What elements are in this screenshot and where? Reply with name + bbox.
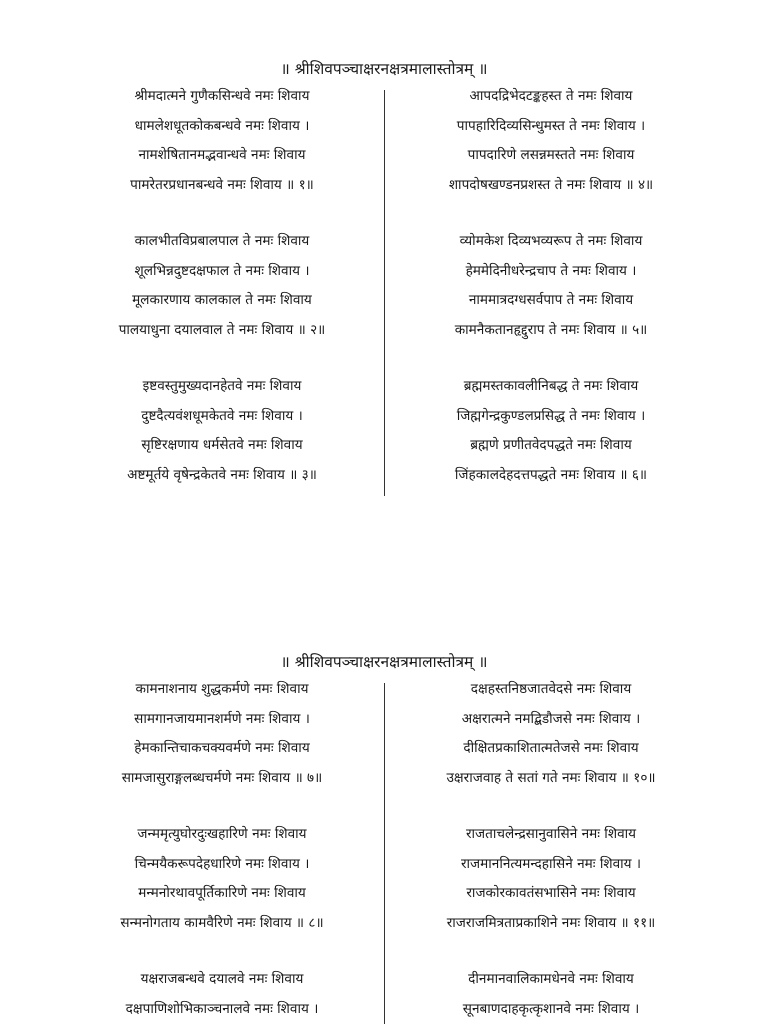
verse-line: जिह्मगेन्द्रकुण्डलप्रसिद्ध ते नमः शिवाय । [456,407,646,424]
verse-line: श्रीमदात्मने गुणैकसिन्धवे नमः शिवाय [134,88,310,104]
verse-line: मूलकारणाय कालकाल ते नमः शिवाय [132,292,312,308]
verse-line: दक्षपाणिशोभिकाञ्चनालवे नमः शिवाय । [125,1000,319,1017]
verse-line: उक्षराजवाह ते सतां गते नमः शिवाय ॥ १०॥ [446,769,656,786]
verse-line: अक्षरात्मने नमद्बिडौजसे नमः शिवाय । [461,710,641,727]
stotra-section-1 [0,56,768,502]
verse-line: राजकोरकावतंसभासिने नमः शिवाय [466,885,636,901]
verse-line: ब्रह्ममस्तकावलीनिबद्ध ते नमः शिवाय [463,378,639,394]
verse-line: राजराजमित्रताप्रकाशिने नमः शिवाय ॥ ११॥ [446,914,656,931]
stotra-title: ॥ श्रीशिवपञ्चाक्षरनक्षत्रमालास्तोत्रम् ॥ [280,653,488,671]
verse-line: यक्षराजबन्धवे दयालवे नमः शिवाय [140,971,304,987]
verse-line: सृष्टिरक्षणाय धर्मसेतवे नमः शिवाय [141,437,303,453]
verse-line: चिन्मयैकरूपदेहधारिणे नमः शिवाय । [134,855,310,872]
verse-line: ब्रह्मणे प्रणीतवेदपद्धते नमः शिवाय [470,437,632,453]
verse-line: पालयाधुना दयालवाल ते नमः शिवाय ॥ २॥ [118,321,326,338]
verse-line: हेमकान्तिचाकचक्यवर्मणे नमः शिवाय [134,740,310,756]
verse-line: हेममेदिनीधरेन्द्रचाप ते नमः शिवाय । [465,262,637,279]
verse-line: पापदारिणे लसन्नमस्तते नमः शिवाय [467,147,635,163]
verse-1 [60,82,384,200]
verse-line: सूनबाणदाहकृत्कृशानवे नमः शिवाय । [462,1000,640,1017]
verse-8 [60,820,384,938]
verse-columns [0,675,768,1024]
verse-line: सामगानजायमानशर्मणे नमः शिवाय । [134,710,310,727]
column-divider [384,683,385,1024]
left-column [60,675,384,1024]
verse-line: व्योमकेश दिव्यभव्यरूप ते नमः शिवाय [459,233,643,249]
column-divider [384,90,385,496]
stotra-title: ॥ श्रीशिवपञ्चाक्षरनक्षत्रमालास्तोत्रम् ॥ [280,60,488,78]
verse-columns [0,82,768,502]
verse-6 [390,372,712,490]
verse-9 [60,965,384,1024]
verse-line: पामरेतरप्रधानबन्धवे नमः शिवाय ॥ १॥ [130,176,314,193]
verse-line: धामलेशधूतकोकबन्धवे नमः शिवाय । [134,117,310,134]
verse-line: दीक्षितप्रकाशितात्मतेजसे नमः शिवाय [463,740,639,756]
verse-line: दुष्टदैत्यवंशधूमकेतवे नमः शिवाय । [141,407,303,424]
verse-line: दीनमानवालिकामधेनवे नमः शिवाय [468,971,634,987]
verse-7 [60,675,384,793]
verse-10 [390,675,712,793]
verse-line: कामनाशनाय शुद्धकर्मणे नमः शिवाय [135,681,309,697]
verse-line: शापदोषखण्डनप्रशस्त ते नमः शिवाय ॥ ४॥ [448,176,654,193]
verse-line: आपदद्रिभेदटङ्कहस्त ते नमः शिवाय [469,88,633,104]
verse-5 [390,227,712,345]
verse-line: सामजासुराङ्गलब्धचर्मणे नमः शिवाय ॥ ७॥ [121,769,323,786]
verse-line: सन्मनोगताय कामवैरिणे नमः शिवाय ॥ ८॥ [120,914,324,931]
verse-line: राजमाननित्यमन्दहासिने नमः शिवाय । [460,855,642,872]
verse-line: मन्मनोरथावपूर्तिकारिणे नमः शिवाय [138,885,306,901]
verse-3 [60,372,384,490]
verse-line: कामनैकतानहृद्दुराप ते नमः शिवाय ॥ ५॥ [454,321,648,338]
right-column [390,82,712,490]
verse-line: कालभीतविप्रबालपाल ते नमः शिवाय [134,233,310,249]
verse-line: नामशेषितानमद्भवान्धवे नमः शिवाय [138,147,306,163]
verse-line: इष्टवस्तुमुख्यदानहेतवे नमः शिवाय [142,378,302,394]
verse-12 [390,965,712,1024]
verse-line: जन्ममृत्युघोरदुःखहारिणे नमः शिवाय [137,826,307,842]
verse-line: शूलभिन्नदुष्टदक्षफाल ते नमः शिवाय । [134,262,310,279]
verse-11 [390,820,712,938]
verse-4 [390,82,712,200]
verse-2 [60,227,384,345]
verse-line: नाममात्रदग्धसर्वपाप ते नमः शिवाय [468,292,634,308]
right-column [390,675,712,1024]
stotra-section-2 [0,649,768,1024]
verse-line: अष्टमूर्तये वृषेन्द्रकेतवे नमः शिवाय ॥ ३॥ [127,466,317,483]
verse-line: दक्षहस्तनिष्ठजातवेदसे नमः शिवाय [470,681,632,697]
verse-line: पापहारिदिव्यसिन्धुमस्त ते नमः शिवाय । [456,117,646,134]
left-column [60,82,384,490]
verse-line: जिंहकालदेहदत्तपद्धते नमः शिवाय ॥ ६॥ [454,466,648,483]
verse-line: राजताचलेन्द्रसानुवासिने नमः शिवाय [465,826,637,842]
